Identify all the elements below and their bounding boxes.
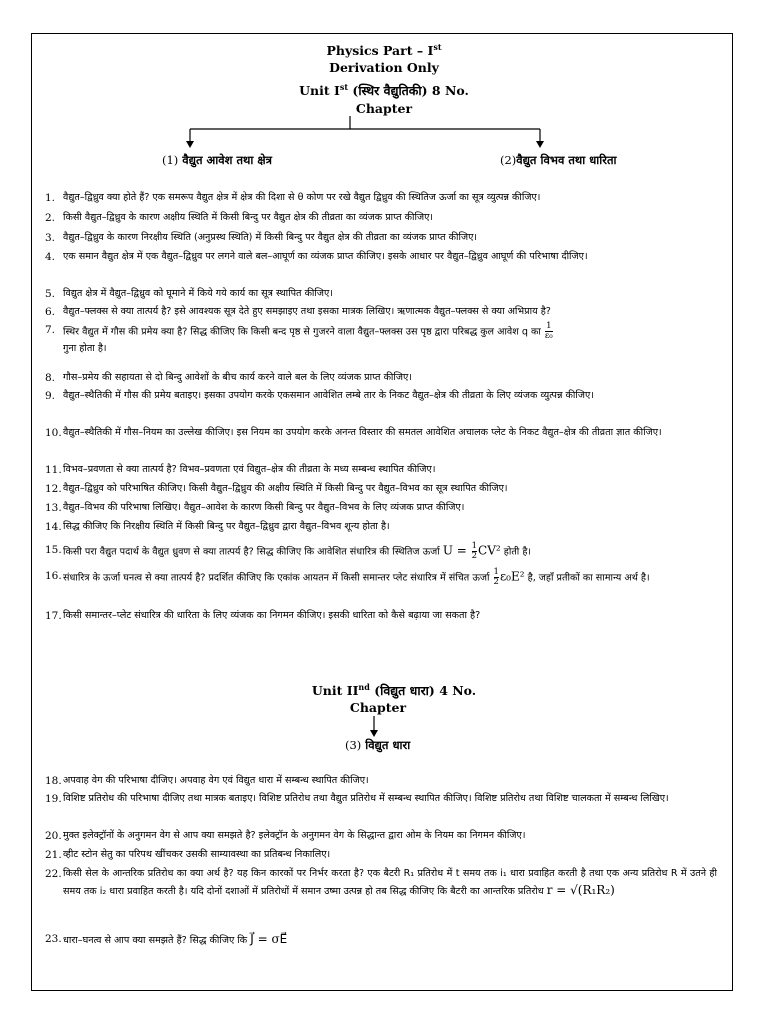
question-item: 8. गौस–प्रमेय की सहायता से दो बिन्दु आवेशों के बीच कार्य करने वाले बल के लिए व्यंजक प्राप्त कीजिए। bbox=[45, 372, 412, 384]
question-item: 22. किसी सेल के आन्तरिक प्रतिरोध का क्या अर्थ है? यह किन कारकों पर निर्भर करता है? एक बैटरी R₁ प्रतिरोध में t समय तक i₁ धारा प्रवाहित करती है तथा एक अन्य प्रतिरोध R में उतने ही समय तक i₂ धारा प्रवाहित करती है। यदि दोनों दशाओं में प्रतिरोधों में समान उष्मा उत्पन्न हो तब सिद्ध कीजिए कि बैटरी का आन्तरिक प्रतिरोध r = √(R₁R₂) bbox=[45, 868, 717, 897]
question-item: 23. धारा–घनत्व से आप क्या समझते हैं? सिद्ध कीजिए कि J⃗ = σE⃗ bbox=[45, 932, 288, 946]
unit2-title: Unit IInd (विद्युत धारा) 4 No. bbox=[311, 682, 477, 699]
unit1-chapter-label: Chapter bbox=[355, 101, 413, 116]
fraction: $\frac{1}{2}$ bbox=[493, 567, 499, 587]
unit2-chapter-label: Chapter bbox=[349, 700, 407, 715]
page-title: Physics Part – Ist bbox=[326, 42, 442, 59]
section-2-heading: (2)वैद्युत विभव तथा धारिता bbox=[500, 153, 617, 167]
question-item: 19. विशिष्ट प्रतिरोध की परिभाषा दीजिए तथा मात्रक बताइए। विशिष्ट प्रतिरोध तथा वैद्युत प्रतिरोध में सम्बन्ध स्थापित कीजिए। विशिष्ट प्रतिरोध तथा विशिष्ट चालकता में सम्बन्ध लिखिए। bbox=[45, 793, 669, 805]
question-item: 3. वैद्युत–द्विध्रुव के कारण निरक्षीय स्थिति (अनुप्रस्थ स्थिति) में किसी बिन्दु पर वैद्युत क्षेत्र की तीव्रता का व्यंजक प्राप्त कीजिए। bbox=[45, 232, 478, 244]
question-item: 21. व्हीट स्टोन सेतु का परिपथ खींचकर उसकी साम्यावस्था का प्रतिबन्ध निकालिए। bbox=[45, 849, 331, 861]
question-item: 10. वैद्युत–स्थैतिकी में गौस–नियम का उल्लेख कीजिए। इस नियम का उपयोग करके अनन्त विस्तार की समतल आवेशित अचालक प्लेट के निकट वैद्युत–क्षेत्र की तीव्रता ज्ञात कीजिए। bbox=[45, 427, 662, 439]
question-item: 9. वैद्युत–स्थैतिकी में गौस की प्रमेय बताइए। इसका उपयोग करके एकसमान आवेशित लम्बे तार के निकट वैद्युत–क्षेत्र की तीव्रता के लिए व्यंजक व्युत्पन्न कीजिए। bbox=[45, 390, 594, 402]
section-3-heading: (3) विद्युत धारा bbox=[345, 738, 411, 752]
question-item: 6. वैद्युत–फ्लक्स से क्या तात्पर्य है? इसे आवश्यक सूत्र देते हुए समझाइए तथा इसका मात्रक लिखिए। ऋणात्मक वैद्युत–फ्लक्स से क्या अभिप्राय है? bbox=[45, 306, 551, 318]
section-1-heading: (1) वैद्युत आवेश तथा क्षेत्र bbox=[162, 153, 272, 167]
question-item: 7. स्थिर वैद्युत में गौस की प्रमेय क्या है? सिद्ध कीजिए कि किसी बन्द पृष्ठ से गुजरने वाला वैद्युत–फ्लक्स उस पृष्ठ द्वारा परिबद्ध कुल आवेश q का $\frac{1}{\text{ε₀}}$ गुना होता है। bbox=[45, 321, 553, 354]
question-item: 5. विद्युत क्षेत्र में वैद्युत–द्विध्रुव को घूमाने में किये गये कार्य का सूत्र स्थापित कीजिए। bbox=[45, 288, 333, 300]
question-item: 14. सिद्ध कीजिए कि निरक्षीय स्थिति में किसी बिन्दु पर वैद्युत–द्विध्रुव द्वारा वैद्युत–विभव शून्य होता है। bbox=[45, 521, 390, 533]
question-item: 12. वैद्युत–द्विध्रुव को परिभाषित कीजिए। किसी वैद्युत–द्विध्रुव की अक्षीय स्थिति में किसी बिन्दु पर वैद्युत–विभव का सूत्र स्थापित कीजिए। bbox=[45, 483, 508, 495]
question-item: 13. वैद्युत–विभव की परिभाषा लिखिए। वैद्युत–आवेश के कारण किसी बिन्दु पर वैद्युत–विभव के लिए व्यंजक प्राप्त कीजिए। bbox=[45, 502, 465, 514]
question-item: 15. किसी परा वैद्युत पदार्थ के वैद्युत ध्रुवण से क्या तात्पर्य है? सिद्ध कीजिए कि आवेशित संधारित्र की स्थितिज ऊर्जा U = $\frac{1}{2}$ CV² होती है। bbox=[45, 541, 532, 561]
question-item: 1. वैद्युत–द्विध्रुव क्या होते हैं? एक समरूप वैद्युत क्षेत्र में क्षेत्र की दिशा से θ कोण पर रखे वैद्युत द्विध्रुव की स्थितिज ऊर्जा का सूत्र व्युत्पन्न कीजिए। bbox=[45, 192, 541, 204]
question-item: 2. किसी वैद्युत–द्विध्रुव के कारण अक्षीय स्थिति में किसी बिन्दु पर वैद्युत क्षेत्र की तीव्रता का व्यंजक प्राप्त कीजिए। bbox=[45, 212, 434, 224]
question-item: 17. किसी समान्तर–प्लेट संधारित्र की धारिता के लिए व्यंजक का निगमन कीजिए। इसकी धारिता को कैसे बढ़ाया जा सकता है? bbox=[45, 610, 481, 622]
unit1-title: Unit Ist (स्थिर वैद्युतिकी) 8 No. bbox=[299, 82, 469, 99]
question-item: 18. अपवाह वेग की परिभाषा दीजिए। अपवाह वेग एवं विद्युत धारा में सम्बन्ध स्थापित कीजिए। bbox=[45, 775, 369, 787]
fraction: $\frac{1}{2}$ bbox=[471, 541, 478, 561]
question-item: 11. विभव–प्रवणता से क्या तात्पर्य है? विभव–प्रवणता एवं विद्युत–क्षेत्र की तीव्रता के मध्य सम्बन्ध स्थापित कीजिए। bbox=[45, 464, 436, 476]
fraction: $\frac{1}{\text{ε₀}}$ bbox=[544, 321, 553, 341]
question-item: 20. मुक्त इलेक्ट्रॉनों के अनुगमन वेग से आप क्या समझते है? इलेक्ट्रॉन के अनुगमन वेग के सिद्धान्त द्वारा ओम के नियम का निगमन कीजिए। bbox=[45, 830, 526, 842]
question-item: 4. एक समान वैद्युत क्षेत्र में एक वैद्युत–द्विध्रुव पर लगने वाले बल–आघूर्ण का व्यंजक प्राप्त कीजिए। इसके आधार पर वैद्युत–द्विध्रुव आघूर्ण की परिभाषा दीजिए। bbox=[45, 251, 588, 263]
page-subtitle: Derivation Only bbox=[329, 60, 439, 75]
question-item: 16. संधारित्र के ऊर्जा घनत्व से क्या तात्पर्य है? प्रदर्शित कीजिए कि एकांक आयतन में किसी समान्तर प्लेट संधारित्र में संचित ऊर्जा $\frac{1}{2}$ ε₀E² है, जहाँ प्रतीकों का सामान्य अर्थ है। bbox=[45, 567, 650, 587]
